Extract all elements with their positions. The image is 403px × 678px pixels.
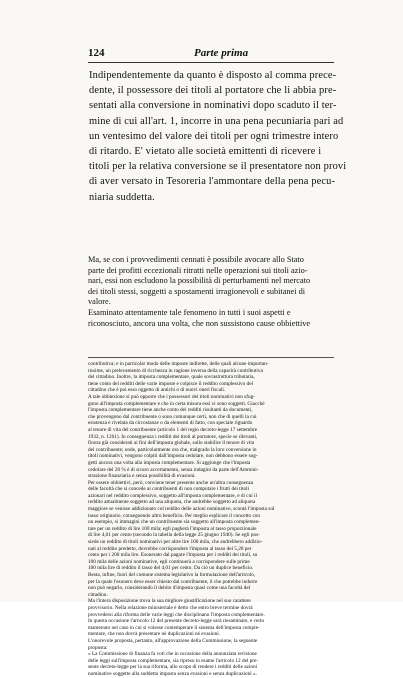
- body-text-line: dei titoli stessi, soggetti a spostamenti irragionevoli e subitanei di: [88, 286, 306, 296]
- annotation-text-line: cittadino che è poi esso oggetto di antichi o di nuovi oneri fiscali.: [88, 387, 226, 394]
- annotation-text-line: nati al reddito predetto, dovrebbe corrispondere l'imposta al tasso del 5,28 per: [88, 545, 252, 552]
- annotation-text-line: che provengono dal contribuente o sono comunque certi, non che di quelli la cui: [88, 413, 257, 420]
- annotation-text-line: del contribuente; onde, particolarmente ora che, malgrado la loro conversione in: [88, 446, 257, 453]
- annotation-text-line: maggiore se venisse addizionato col reddito delle azioni nominative, scontà l'imposta sul: [88, 506, 275, 513]
- annotation-text-line: delle facoltà che si concede ai contribuenti di non computare i frutti dei titoli: [88, 486, 250, 493]
- annotation-text-line: tissime, un prelevamento di ricchezza in ragione inversa della capacità contributiva: [88, 367, 263, 374]
- lead-text-line: mine di cui all'art. 1, incorre in una pena pecuniaria pari ad: [89, 115, 344, 127]
- body-text-line: Esaminato attentamente tale fenomeno in tutti i suoi aspetti e: [88, 307, 291, 317]
- annotation-text-line: siede un reddito di titoli nominativi per altre lire 100 mila, che andrebbero addizio-: [88, 539, 263, 546]
- annotation-text-line: tare per un reddito di lire 100 mila; egli pagherà l'imposta al tasso proporzionale: [88, 525, 257, 532]
- annotation-text-line: provvedersi alla riforma delle varie leggi che disciplinano l'imposta complementare.: [88, 611, 265, 618]
- annotation-text-line: In questa occasione l'articolo 12 del presente decreto-legge sarà riesaminato, e certo: [88, 618, 265, 625]
- annotation-text-line: Resta, infine, fuori del comune sistema legislativo la formulazione dell'articolo,: [88, 572, 256, 578]
- body-text-line: parte dei profitti eccezionali ritratti nelle operazioni sui titoli azio-: [88, 265, 308, 275]
- header-rule: [88, 62, 334, 63]
- running-head: Parte prima: [194, 47, 249, 59]
- annotation-text-line: al tenore di vita del contribuente (articolo 1 del regio decreto-legge 17 settembre: [88, 426, 258, 433]
- annotation-text-line: mentare, che non dovrà presentare né duplicazioni né evasioni.: [88, 631, 221, 638]
- body-paragraph: [88, 255, 334, 329]
- lead-text-line: un ventesimo del valore dei titoli per ogni trimestre intero: [89, 130, 339, 142]
- annotation-text-line: di lire 4,01 per cento (secondo la tabella della legge 25 giugno 1940). Se egli pos-: [88, 532, 260, 539]
- annotation-text-line: un esempio, si immagini che un contribuente sia soggetto all'imposta complemen-: [88, 519, 261, 526]
- annotation-text-line: contributiva; e in particolar modo delle imposte indirette, delle quali alcune importan-: [88, 361, 269, 367]
- section-divider: [88, 357, 334, 358]
- annotation-text-line: cento per i 200 mila lire. Esonerato dal pagare l'imposta per i redditi dei titoli, su: [88, 552, 258, 559]
- annotation-text-line: 1932, n. 1261). In conseguenza i redditi dei titoli al portatore, specie se rilevanti,: [88, 433, 258, 440]
- page-header: [88, 47, 334, 61]
- annotation-text-line: provvisorio. Nella relazione ministeriale è detto che entro breve termine dovrà: [88, 604, 253, 611]
- annotation-text-line: tasso originario, conseguendo altro beneficio. Per meglio esplicare il concetto con: [88, 512, 261, 519]
- annotation-text-line: reddito attualmente soggetto ad una aliquota, che andrebbe soggetto ad aliquota: [88, 499, 256, 506]
- annotation-text-line: Per essere obbiettivi, però, conviene tener presente anche un'altra conseguenza: [88, 479, 254, 486]
- annotation-text-line: gono all'imposta complementare e che in certa misura essi vi sono soggetti. Giacché: [88, 400, 265, 407]
- lead-text-line: titoli per la relativa conversione se il presentatore non provi: [89, 161, 347, 173]
- lead-paragraph: [89, 68, 347, 205]
- body-text-line: Ma, se con i provvedimenti cennati è possibile avocare allo Stato: [88, 255, 304, 264]
- annotation-text-line: sente decreto-legge per la sua riforma, allo scopo di rendere i redditi delle azioni: [88, 664, 258, 671]
- body-text-line: valore.: [88, 297, 111, 307]
- annotation-text: [88, 361, 334, 678]
- annotation-text-line: 100 mila delle azioni nominative, egli continuerà a corrispondere sulle prime: [88, 558, 250, 565]
- annotation-text-line: tiene conto dei redditi delle varie imposte e colpisce il reddito complessivo del: [88, 380, 254, 387]
- lead-text-line: niaria suddetta.: [89, 191, 155, 203]
- annotation-text-line: « La Commissione di finanza fa voti che in occasione della annunziata revisione: [88, 651, 257, 658]
- annotation-text-line: 100 mila lire di reddito il tasso del 4,01 per cento. Da ciò un duplice beneficio.: [88, 565, 254, 572]
- annotation-text-line: Ma l'intera disposizione trova la sua migliore giustificazione nel suo carattere: [88, 598, 251, 605]
- annotation-text-line: nominative soggette alla suddetta imposta senza evasioni e senza duplicazioni ».: [88, 670, 257, 677]
- annotation-text-line: strazione finanziaria e senza possibilità di evasioni.: [88, 473, 196, 480]
- annotation-text-line: L'onorevole proposta, pertanto, all'approvazione della Commissione, la seguente: [88, 637, 258, 644]
- annotation-text-line: l'imposta complementare tiene anche conto dei redditi risultanti da documenti,: [88, 407, 253, 414]
- annotation-text-line: per la quale l'esonero deve esser chiesto dal contribuente, il che potrebbe indurre: [88, 578, 258, 585]
- annotation-text-line: esistenza è rivelata da circostanze o da elementi di fatto, con speciale riguardo: [88, 420, 253, 427]
- annotation-text-line: proposta:: [88, 644, 108, 651]
- annotation-text-line: non può negarlo, considerando il debito d'imposta quasi come una facoltà del: [88, 585, 251, 592]
- body-text-line: riconosciuto, ancora una volta, che non sussistono cause obbiettive: [88, 318, 311, 328]
- lead-text-line: di aver versato in Tesoreria l'ammontare della pena pecu-: [89, 176, 336, 188]
- annotation-text-line: getti ancora una volta alla imposta complementare. Si aggiunge che l'imposta: [88, 459, 251, 466]
- annotation-text-line: titoli nominativi, vengono colpiti dall'imposta cedolare, non debbono essere sog-: [88, 453, 258, 460]
- annotation-text-line: cittadino.: [88, 591, 108, 598]
- body-text-line: nari, essi non escludono la possibilità di perturbamenti nel mercato: [88, 276, 311, 286]
- lead-text-line: dente, il possessore dei titoli al portatore che li abbia pre-: [89, 85, 337, 97]
- lead-text-line: di ritardo. E' vietato alle società emittenti di ricevere i: [89, 145, 322, 157]
- annotation-text-line: A tale obbiezione si può opporre che i possessori dei titoli nominativi non sfug-: [88, 393, 255, 400]
- annotation-text-line: del cittadino. Inoltre, la imposta complementare, quale sovrastruttura tributaria,: [88, 374, 255, 381]
- annotation-text-line: mantenuto nel caso in cui si volesse contemperare il sistema dell'imposta comple-: [88, 624, 260, 631]
- annotation-text-line: azionari nel reddito complessivo, soggetto all'imposta complementare, e di cui il: [88, 492, 257, 499]
- annotation-text-line: finora già considerati ai fini dell'imposta globale, sullo stabilire il tenore di vita: [88, 440, 255, 447]
- lead-text-line: sentati alla conversione in nominativi dopo scaduto il ter-: [89, 100, 337, 112]
- lead-text-line: Indipendentemente da quanto è disposto al comma prece-: [89, 70, 337, 81]
- page-number: 124: [88, 47, 105, 59]
- annotation-text-line: delle leggi sull'imposta complementare, sia ripreso in esame l'articolo 12 del pre-: [88, 657, 259, 664]
- annotation-text-line: cedolare del 20 % è di sicuro accertamento, senza indagini da parte dell'Ammini-: [88, 466, 259, 473]
